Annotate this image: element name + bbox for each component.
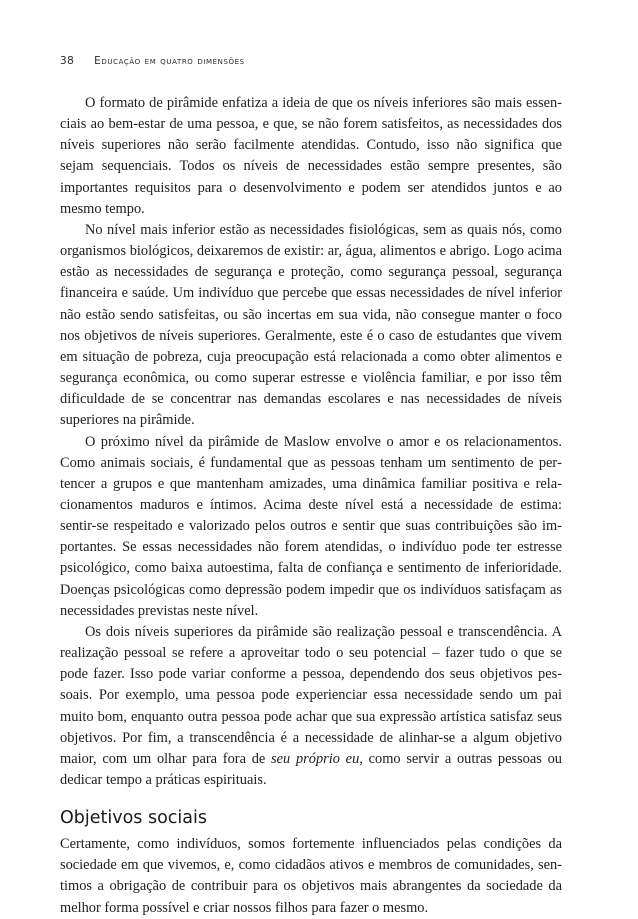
emphasis-text: seu próprio eu [271,750,360,767]
paragraph-pyramid-format: O formato de pirâmide enfatiza a ideia de que os níveis inferiores são mais essenciais ao bem-estar de uma pessoa, e que, se não forem satisfeitos, as necessidades dos níveis superiores não serão facilmente atendidas. Contudo, isso não significa que sejam sequenciais. Todos os níveis de necessidades estão sempre presentes, são importantes requisitos para o desenvolvimento e podem ser atendidos juntos e ao mesmo tempo. [60,95,562,217]
paragraph-self-realization [60,622,562,791]
running-head [60,55,245,67]
paragraph-love-esteem: O próximo nível da pirâmide de Maslow envolve o amor e os relacionamentos. Como animais sociais, é fundamental que as pessoas tenham um sentimento de pertencer a grupos e que mantenham amizades, uma dinâmica familiar positiva e relacionamentos maduros e íntimos. Acima deste nível está a necessidade de estima: sentir-se respeitado e valorizado pelos outros e sentir que suas contribuições são importantes. Se essas necessidades não forem atendidas, o indivíduo pode ter estresse psicológico, como baixa autoestima, falta de confiança e sentimento de inferioridade. Doenças psicológicas como depressão podem impedir que os indivíduos satisfaçam as necessidades previstas neste nível. [60,433,562,619]
paragraph-text-end: , como servir a outras pessoas ou dedicar tempo a práticas espirituais. [60,750,562,788]
paragraph-text: Os dois níveis superiores da pirâmide são realização pessoal e transcendência. A realização pessoal se refere a aproveitar todo o seu potencial – fazer tudo o que se pode fazer. Isso pode variar conforme a pessoa, dependendo dos seus objetivos pessoais. Por exemplo, uma pessoa pode experienciar essa necessidade sendo um pai muito bom, enquanto outra pessoa pode achar que sua expressão artística satisfaz seus objetivos. Por fim, a transcendência é a necessidade de alinhar-se a algum objetivo maior, com um olhar para fora de [60,623,562,767]
section-heading: Objetivos sociais [60,808,207,829]
book-title: Educação em quatro dimensões [94,55,245,67]
page-body [60,93,562,919]
paragraph-physiological-needs: No nível mais inferior estão as necessidades fisiológicas, sem as quais nós, como organismos biológicos, deixaremos de existir: ar, água, alimentos e abrigo. Logo acima estão as necessidades de segurança e proteção, como segurança pessoal, segurança financeira e saúde. Um indivíduo que percebe que essas necessidades de nível inferior não estão sendo satisfeitas, ou são incertas em sua vida, não consegue manter o foco nos objetivos de níveis superiores. Geralmente, este é o caso de estudantes que vivem em situação de pobreza, cuja preocupação está relacionada a como obter alimentos e segurança econômica, ou como superar estresse e violência familiar, e por isso têm dificuldade de se concentrar nas demandas escolares e nas necessidades de níveis superiores na pirâmide. [60,221,562,429]
paragraph-social-goals: Certamente, como indivíduos, somos fortemente influenciados pelas condições da sociedade em que vivemos, e, como cidadãos ativos e membros de comunidades, sentimos a obrigação de contribuir para os objetivos mais abrangentes da sociedade da melhor forma possível e criar nossos filhos para fazer o mesmo. [60,836,562,916]
page-number: 38 [60,55,75,67]
